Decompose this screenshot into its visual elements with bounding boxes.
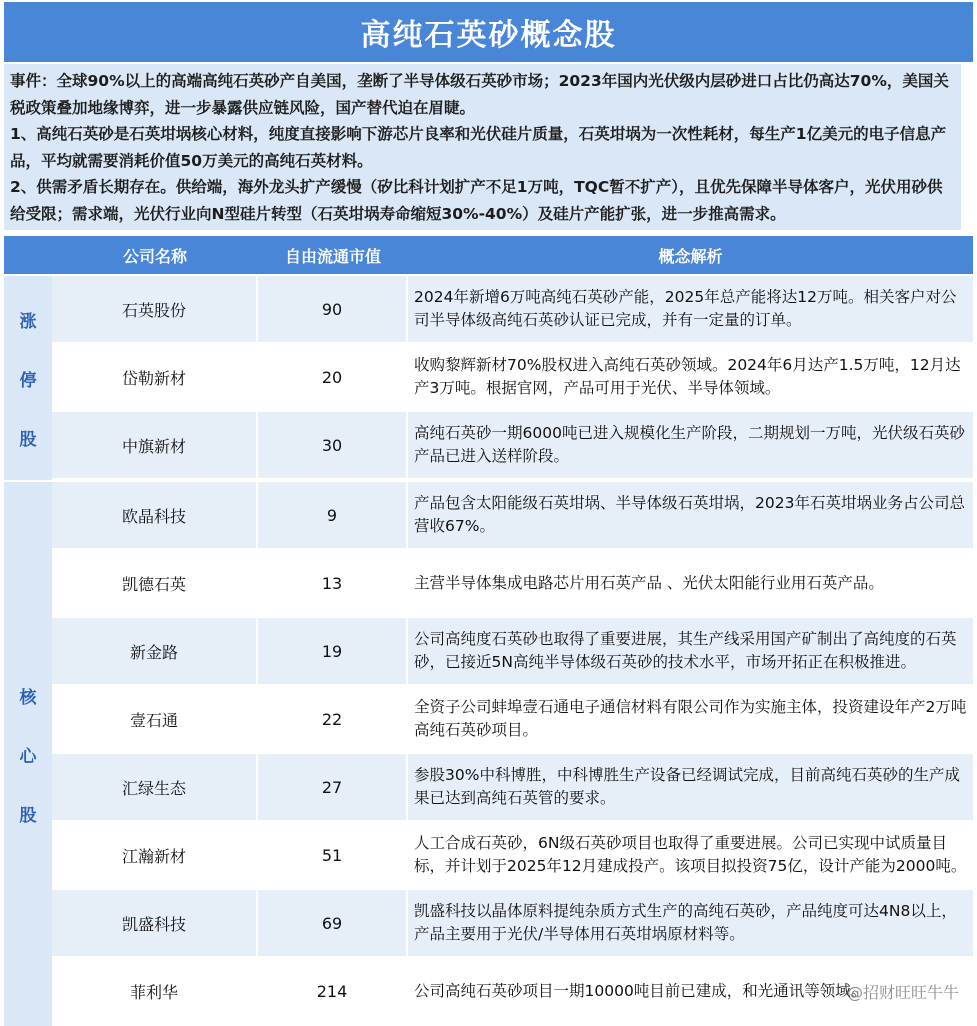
group-label-char: 核 [19, 687, 37, 708]
header-concept: 概念解析 [658, 246, 723, 266]
company-name: 石英股份 [52, 276, 258, 342]
market-cap-value: 27 [258, 754, 408, 820]
concept-description: 公司高纯度石英砂也取得了重要进展，其生产线采用国产矿制出了高纯度的石英砂，已接近5N高纯半导体级石英砂的技术水平，市场开拓正在积极推进。 [408, 618, 973, 684]
watermark: @招财旺旺牛牛 [846, 983, 959, 1002]
concept-description: 主营半导体集成电路芯片用石英产品 、光伏太阳能行业用石英产品。 [408, 550, 973, 616]
group-label-char: 股 [19, 805, 37, 826]
header-blank [4, 236, 52, 274]
company-name: 凯盛科技 [52, 890, 258, 956]
table-row [52, 276, 973, 344]
group-rows [52, 482, 973, 1026]
concept-description: 参股30%中科博胜，中科博胜生产设备已经调试完成，目前高纯石英砂的生产成果已达到高纯石英管的要求。 [408, 754, 973, 820]
intro-text [4, 64, 961, 230]
group-label [4, 482, 52, 1026]
market-cap-value: 214 [258, 958, 408, 1024]
group-rows [52, 276, 973, 480]
header-market-cap: 自由流通市值 [284, 246, 381, 266]
company-name: 壹石通 [52, 686, 258, 752]
table-header [4, 236, 973, 274]
table-row [52, 958, 973, 1026]
table-body [4, 274, 973, 1026]
table-row [52, 618, 973, 686]
group-label-char: 股 [19, 429, 37, 450]
market-cap-value: 51 [258, 822, 408, 888]
market-cap-value: 30 [258, 412, 408, 478]
market-cap-value: 20 [258, 344, 408, 410]
group-label-char: 停 [19, 370, 37, 391]
intro-paragraph: 2、供需矛盾长期存在。供给端，海外龙头扩产缓慢（矽比科计划扩产不足1万吨，TQC暂不扩产），且优先保障半导体客户，光伏用砂供给受限；需求端，光伏行业向N型硅片转型（石英坩埚寿命缩短30%-40%）及硅片产能扩张，进一步推高需求。 [10, 178, 943, 223]
company-name: 岱勒新材 [52, 344, 258, 410]
table-row [52, 344, 973, 412]
table-row [52, 822, 973, 890]
concept-description: 高纯石英砂一期6000吨已进入规模化生产阶段，二期规划一万吨，光伏级石英砂产品已进入送样阶段。 [408, 412, 973, 478]
group-label-char: 心 [19, 746, 37, 767]
header-company: 公司名称 [122, 246, 187, 266]
concept-description: 公司高纯石英砂项目一期10000吨目前已建成，和光通讯等领域。 [408, 958, 973, 1024]
intro-paragraph: 1、高纯石英砂是石英坩埚核心材料，纯度直接影响下游芯片良率和光伏硅片质量，石英坩埚为一次性耗材，每生产1亿美元的电子信息产品，平均就需要消耗价值50万美元的高纯石英材料。 [10, 125, 947, 170]
table-group [4, 274, 973, 480]
company-name: 中旗新材 [52, 412, 258, 478]
market-cap-value: 90 [258, 276, 408, 342]
market-cap-value: 69 [258, 890, 408, 956]
concept-description: 收购黎辉新材70%股权进入高纯石英砂领域。2024年6月达产1.5万吨，12月达产3万吨。根据官网，产品可用于光伏、半导体领域。 [408, 344, 973, 410]
company-name: 欧晶科技 [52, 482, 258, 548]
company-name: 凯德石英 [52, 550, 258, 616]
market-cap-value: 19 [258, 618, 408, 684]
company-name: 菲利华 [52, 958, 258, 1024]
group-label [4, 276, 52, 480]
concept-description: 2024年新增6万吨高纯石英砂产能，2025年总产能将达12万吨。相关客户对公司半导体级高纯石英砂认证已完成，并有一定量的订单。 [408, 276, 973, 342]
table-row [52, 550, 973, 618]
market-cap-value: 9 [258, 482, 408, 548]
stock-table [4, 236, 973, 1026]
group-label-char: 涨 [19, 311, 37, 332]
table-row [52, 482, 973, 550]
table-row [52, 754, 973, 822]
company-name: 江瀚新材 [52, 822, 258, 888]
table-row [52, 686, 973, 754]
concept-description: 全资子公司蚌埠壹石通电子通信材料有限公司作为实施主体，投资建设年产2万吨高纯石英砂项目。 [408, 686, 973, 752]
company-name: 新金路 [52, 618, 258, 684]
page-title: 高纯石英砂概念股 [4, 2, 973, 62]
concept-description: 产品包含太阳能级石英坩埚、半导体级石英坩埚，2023年石英坩埚业务占公司总营收67%。 [408, 482, 973, 548]
company-name: 汇绿生态 [52, 754, 258, 820]
intro-paragraph: 事件：全球90%以上的高端高纯石英砂产自美国，垄断了半导体级石英砂市场；2023年国内光伏级内层砂进口占比仍高达70%，美国关税政策叠加地缘博弈，进一步暴露供应链风险，国产替代迫在眉睫。 [10, 72, 949, 117]
table-group [4, 480, 973, 1026]
market-cap-value: 13 [258, 550, 408, 616]
table-row [52, 412, 973, 480]
concept-description: 凯盛科技以晶体原料提纯杂质方式生产的高纯石英砂，产品纯度可达4N8以上，产品主要用于光伏/半导体用石英坩埚原材料等。 [408, 890, 973, 956]
market-cap-value: 22 [258, 686, 408, 752]
table-row [52, 890, 973, 958]
concept-description: 人工合成石英砂，6N级石英砂项目也取得了重要进展。公司已实现中试质量目标，并计划于2025年12月建成投产。该项目拟投资75亿，设计产能为2000吨。 [408, 822, 973, 888]
